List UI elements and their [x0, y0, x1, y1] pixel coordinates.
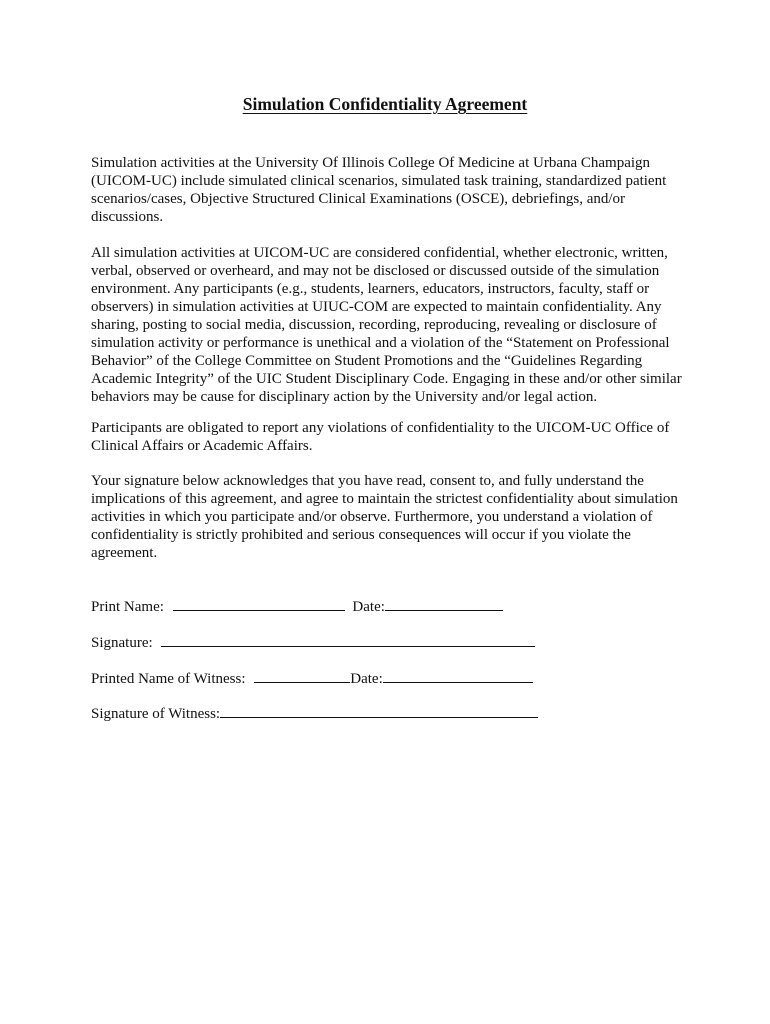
- print-name-field[interactable]: [173, 596, 345, 611]
- date-label: Date:: [352, 599, 385, 615]
- witness-signature-row: [91, 703, 538, 723]
- witness-date-label: Date:: [350, 671, 383, 687]
- acknowledgement-paragraph: Your signature below acknowledges that you have read, consent to, and fully understand the implications of this agreement, and agree to maintain the strictest confidentiality about simulation activities in which you participate and/or observe. Furthermore, you understand a violation of confidentiality is strictly prohibited and serious consequences will occur if you violate the agreement.: [91, 473, 678, 561]
- signature-field[interactable]: [161, 632, 535, 647]
- reporting-paragraph: Participants are obligated to report any violations of confidentiality to the UICOM-UC Office of Clinical Affairs or Academic Affairs.: [91, 420, 670, 454]
- witness-date-field[interactable]: [383, 668, 533, 683]
- witness-name-label: Printed Name of Witness:: [91, 671, 246, 687]
- print-name-label: Print Name:: [91, 599, 164, 615]
- date-field[interactable]: [385, 596, 503, 611]
- witness-name-field[interactable]: [254, 668, 350, 683]
- document-title: Simulation Confidentiality Agreement: [242, 94, 528, 114]
- intro-paragraph: Simulation activities at the University Of Illinois College Of Medicine at Urbana Champaign (UICOM-UC) include simulated clinical scenarios, simulated task training, standardized patient scenarios/cases, Objective Structured Clinical Examinations (OSCE), debriefings, and/or discussions.: [91, 155, 667, 225]
- signature-row: [91, 632, 535, 652]
- witness-name-row: [91, 668, 533, 688]
- witness-signature-field[interactable]: [220, 703, 538, 718]
- confidentiality-paragraph: All simulation activities at UICOM-UC are considered confidential, whether electronic, written, verbal, observed or overheard, and may not be disclosed or discussed outside of the simulation environment. Any participants (e.g., students, learners, educators, instructors, faculty, staff or observers) in simulation activities at UIUC-COM are expected to maintain confidentiality. Any sharing, posting to social media, discussion, recording, reproducing, revealing or disclosure of simulation activity or performance is unethical and a violation of the “Statement on Professional Behavior” of the College Committee on Student Promotions and the “Guidelines Regarding Academic Integrity” of the UIC Student Disciplinary Code. Engaging in these and/or other similar behaviors may be cause for disciplinary action by the University and/or legal action.: [91, 245, 682, 405]
- print-name-row: [91, 596, 503, 616]
- signature-label: Signature:: [91, 635, 153, 651]
- witness-signature-label: Signature of Witness:: [91, 706, 221, 722]
